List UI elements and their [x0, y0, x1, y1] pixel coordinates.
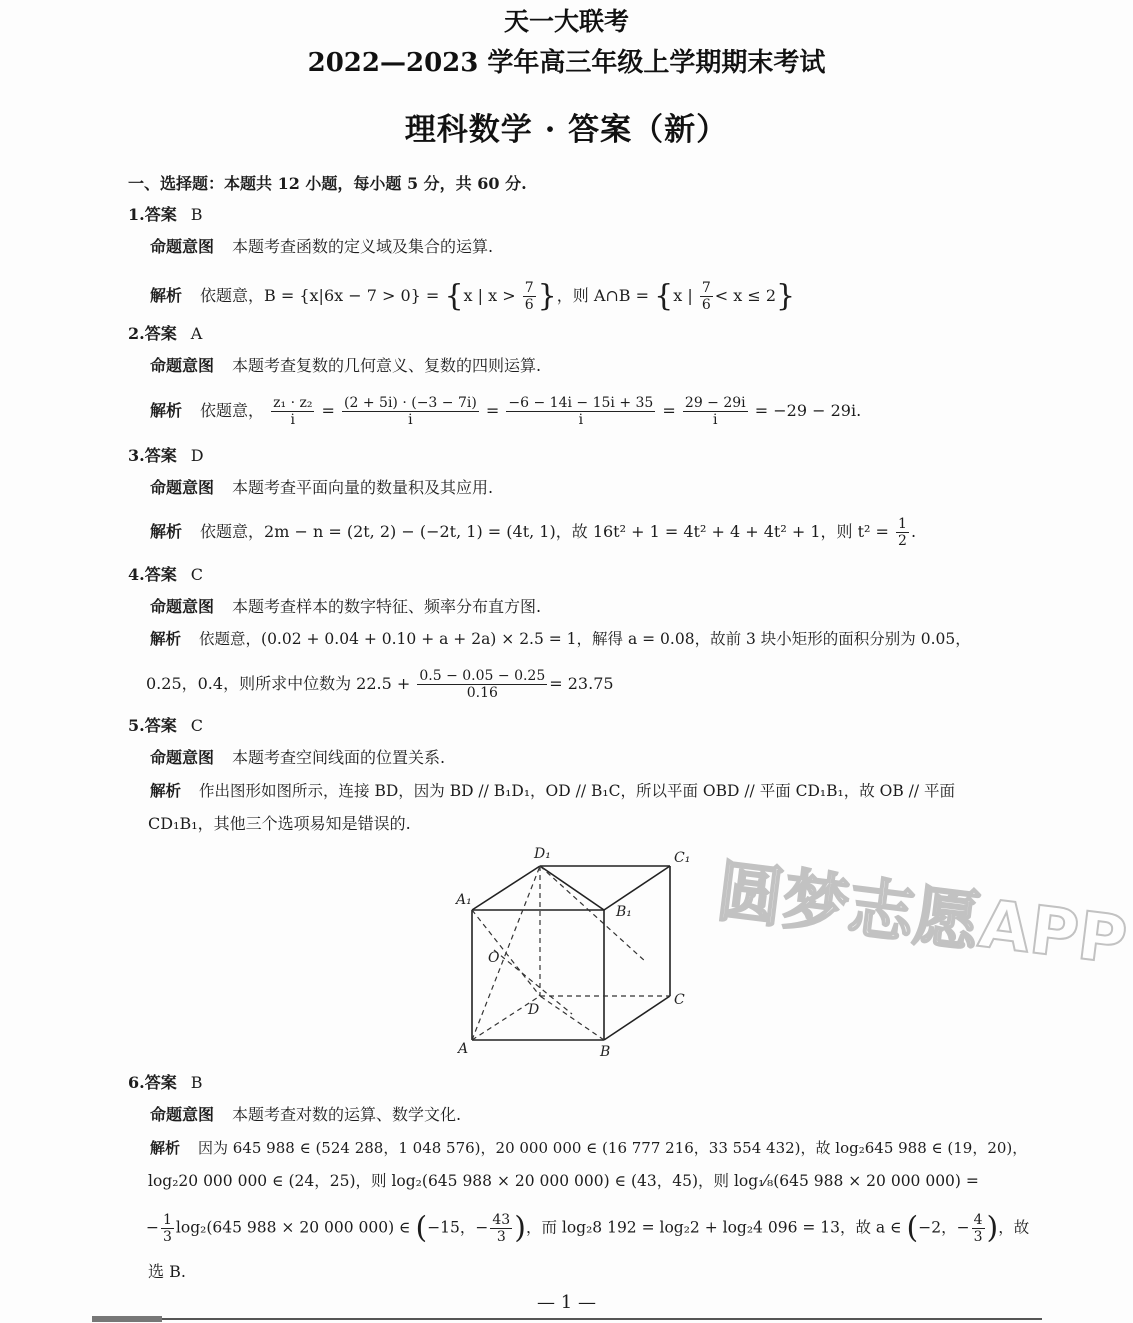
q2-intent	[150, 356, 541, 376]
q2-answer: A	[190, 324, 203, 343]
q1-set1-cond: x >	[488, 286, 516, 305]
diag-d1-b1	[540, 866, 604, 910]
intent-label: 命题意图	[150, 478, 215, 497]
q6-minus: −	[146, 1218, 159, 1237]
q2-analysis: 解析 依题意， $\frac{\text{z₁ · z₂}}{i}$ = $\frac{(2 + 5i) \cdot (-3 - 7i)}{i}$ = $\frac{-6 - 14i - 15i + 35}{i}$ = $\frac{29 - 29i}{i}$ = −29 − 29i.	[150, 395, 862, 428]
intent-label: 命题意图	[150, 597, 215, 616]
q6-line3-d: −2，−	[918, 1218, 970, 1237]
q1-answer-line	[128, 205, 202, 225]
q3-answer: D	[190, 446, 204, 465]
q5-intent	[150, 748, 445, 768]
intent-label: 命题意图	[150, 1105, 215, 1124]
q6-line3-a: log₂(645 988 × 20 000 000) ∈	[175, 1218, 411, 1237]
q3-intent-text: 本题考查平面向量的数量积及其应用.	[232, 478, 494, 497]
q6-analysis-line2: log₂20 000 000 ∈ (24，25)，则 log₂(645 988 × 20 000 000) ∈ (43，45)，则 log₁⁄₈(645 988 × 20 000 000) =	[148, 1172, 979, 1190]
q2-analysis-end: = −29 − 29i.	[754, 401, 862, 420]
q4-analysis-text-1: 依题意，(0.02 + 0.04 + 0.10 + a + 2a) × 2.5 = 1，解得 a = 0.08，故前 3 块小矩形的面积分别为 0.05，	[199, 630, 971, 648]
q4-intent-text: 本题考查样本的数字特征、频率分布直方图.	[232, 597, 542, 616]
analysis-label: 解析	[150, 401, 183, 420]
q1-intent	[150, 237, 493, 257]
answer-label: 答案	[144, 324, 177, 343]
q6-frac-1: $\frac{1}{3}$	[163, 1212, 172, 1245]
answer-label: 答案	[144, 716, 177, 735]
q3-analysis	[150, 516, 916, 549]
q3-number: 3.	[128, 446, 145, 465]
q4-number: 4.	[128, 565, 145, 584]
q1-frac-2: $\frac{7}{6}$	[701, 280, 711, 313]
q6-line3-c: ，而 log₂8 192 = log₂2 + log₂4 096 = 13，故 a ∈	[525, 1218, 902, 1237]
label-d: D	[528, 1002, 540, 1018]
q1-intent-text: 本题考查函数的定义域及集合的运算.	[232, 237, 494, 256]
q1-analysis-pre: 依题意，B = {x|6x − 7 > 0} =	[200, 286, 440, 305]
q5-answer-line	[128, 716, 203, 736]
q6-line3-b: −15，−	[427, 1218, 489, 1237]
q5-analysis-line2: CD₁B₁，其他三个选项易知是错误的.	[148, 814, 411, 833]
answer-label: 答案	[144, 205, 177, 224]
label-a: A	[458, 1041, 469, 1057]
section-heading: 一、选择题：本题共 12 小题，每小题 5 分，共 60 分.	[128, 174, 527, 193]
q5-analysis-line1	[150, 781, 955, 801]
q4-answer-line	[128, 565, 203, 585]
q4-analysis-line2	[146, 668, 614, 701]
bottom-rule-mark	[92, 1316, 162, 1322]
watermark: 圆梦志愿APP	[712, 852, 1131, 980]
answer-label: 答案	[144, 565, 177, 584]
q5-number: 5.	[128, 716, 145, 735]
q4-analysis-line1	[150, 629, 971, 649]
q6-number: 6.	[128, 1073, 145, 1092]
diag-a1-d-hidden	[472, 910, 540, 996]
label-a1: A₁	[456, 892, 472, 908]
q6-intent	[150, 1105, 461, 1125]
q2-frac-2: $\frac{(2 + 5i) \cdot (-3 - 7i)}{i}$	[344, 395, 477, 428]
edge-c1-b1	[604, 866, 670, 910]
analysis-label: 解析	[150, 286, 183, 305]
q3-intent	[150, 478, 493, 498]
q6-intent-text: 本题考查对数的运算、数学文化.	[232, 1105, 462, 1124]
q6-frac-2: $\frac{43}{3}$	[492, 1212, 511, 1245]
bottom-rule	[92, 1318, 1042, 1320]
edge-a1-d1	[472, 866, 540, 910]
q1-set2-var: x	[673, 286, 683, 305]
q1-frac-1: $\frac{7}{6}$	[524, 280, 534, 313]
label-o: O	[488, 950, 500, 966]
q4-intent	[150, 597, 541, 617]
q4-frac: $\frac{0.5 - 0.05 - 0.25}{0.16}$	[419, 668, 546, 701]
q5-intent-text: 本题考查空间线面的位置关系.	[232, 748, 446, 767]
q2-frac-3: $\frac{-6 - 14i - 15i + 35}{i}$	[508, 395, 654, 428]
page-number: — 1 —	[537, 1292, 596, 1313]
q6-analysis-line3: − $\frac{1}{3}$ log₂(645 988 × 20 000 000) ∈ (−15，− $\frac{43}{3}$ )，而 log₂8 192 = log₂2 + log₂4 096 = 13，故 a ∈ (−2，− $\frac{4}{3}$ )，故	[146, 1210, 1030, 1246]
header-org: 天一大联考	[503, 7, 629, 36]
header-exam-title: 2022—2023 学年高三年级上学期期末考试	[307, 48, 826, 78]
q3-analysis-pre: 依题意，2m − n = (2t, 2) − (−2t, 1) = (4t, 1)，故 16t² + 1 = 4t² + 4 + 4t² + 1，则 t² =	[200, 522, 889, 541]
q6-answer: B	[190, 1073, 203, 1092]
q4-analysis-end: = 23.75	[549, 674, 614, 693]
intent-label: 命题意图	[150, 356, 215, 375]
q1-answer: B	[190, 205, 203, 224]
q2-number: 2.	[128, 324, 145, 343]
analysis-label: 解析	[150, 629, 182, 648]
q4-answer: C	[190, 565, 203, 584]
q6-analysis-text-1: 因为 645 988 ∈ (524 288，1 048 576)，20 000 000 ∈ (16 777 216，33 554 432)，故 log₂645 988 ∈ (19，20)，	[198, 1139, 1028, 1157]
q2-answer-line	[128, 324, 202, 344]
cube-figure	[448, 840, 698, 1065]
q6-answer-line	[128, 1073, 202, 1093]
q3-frac: $\frac{1}{2}$	[898, 516, 907, 549]
label-d1: D₁	[534, 846, 551, 862]
q2-intent-text: 本题考查复数的几何意义、复数的四则运算.	[232, 356, 542, 375]
q2-frac-4: $\frac{29 - 29i}{i}$	[684, 395, 746, 428]
q2-analysis-pre: 依题意，	[200, 401, 265, 420]
intent-label: 命题意图	[150, 237, 215, 256]
q3-analysis-end: .	[910, 522, 917, 541]
answer-label: 答案	[144, 446, 177, 465]
q6-analysis-line4: 选 B.	[148, 1262, 186, 1281]
label-b: B	[600, 1044, 611, 1060]
q2-frac-1: $\frac{\text{z₁ · z₂}}{i}$	[273, 395, 313, 428]
intent-label: 命题意图	[150, 748, 215, 767]
label-b1: B₁	[616, 904, 632, 920]
q5-analysis-text-1: 作出图形如图所示，连接 BD，因为 BD // B₁D₁，OD // B₁C，所以平面 OBD // 平面 CD₁B₁，故 OB // 平面	[199, 782, 956, 800]
analysis-label: 解析	[150, 781, 182, 800]
q6-line3-e: ，故	[998, 1218, 1030, 1237]
label-c1: C₁	[674, 850, 691, 866]
diag-b-d-hidden	[540, 996, 604, 1040]
q6-frac-3: $\frac{4}{3}$	[973, 1212, 983, 1245]
edge-b-c	[604, 996, 670, 1040]
label-c: C	[674, 992, 685, 1008]
q4-analysis-pre: 0.25，0.4，则所求中位数为 22.5 +	[146, 674, 411, 693]
q5-answer: C	[190, 716, 203, 735]
q1-analysis: 解析 依题意，B = {x|6x − 7 > 0} = {x | x > $\frac{7}{6}$ }，则 A∩B = {x | $\frac{7}{6}$ < x ≤ 2}	[150, 278, 796, 314]
analysis-label: 解析	[150, 1139, 181, 1157]
q1-number: 1.	[128, 205, 145, 224]
q1-set1-var: x	[463, 286, 473, 305]
answer-label: 答案	[144, 1073, 177, 1092]
header-subject: 理科数学 · 答案（新）	[404, 112, 729, 148]
q1-analysis-mid: ，则 A∩B =	[556, 286, 650, 305]
q1-set2-cond: < x ≤ 2	[714, 286, 777, 305]
analysis-label: 解析	[150, 522, 183, 541]
q3-answer-line	[128, 446, 204, 466]
q6-analysis-line1	[150, 1138, 1027, 1158]
